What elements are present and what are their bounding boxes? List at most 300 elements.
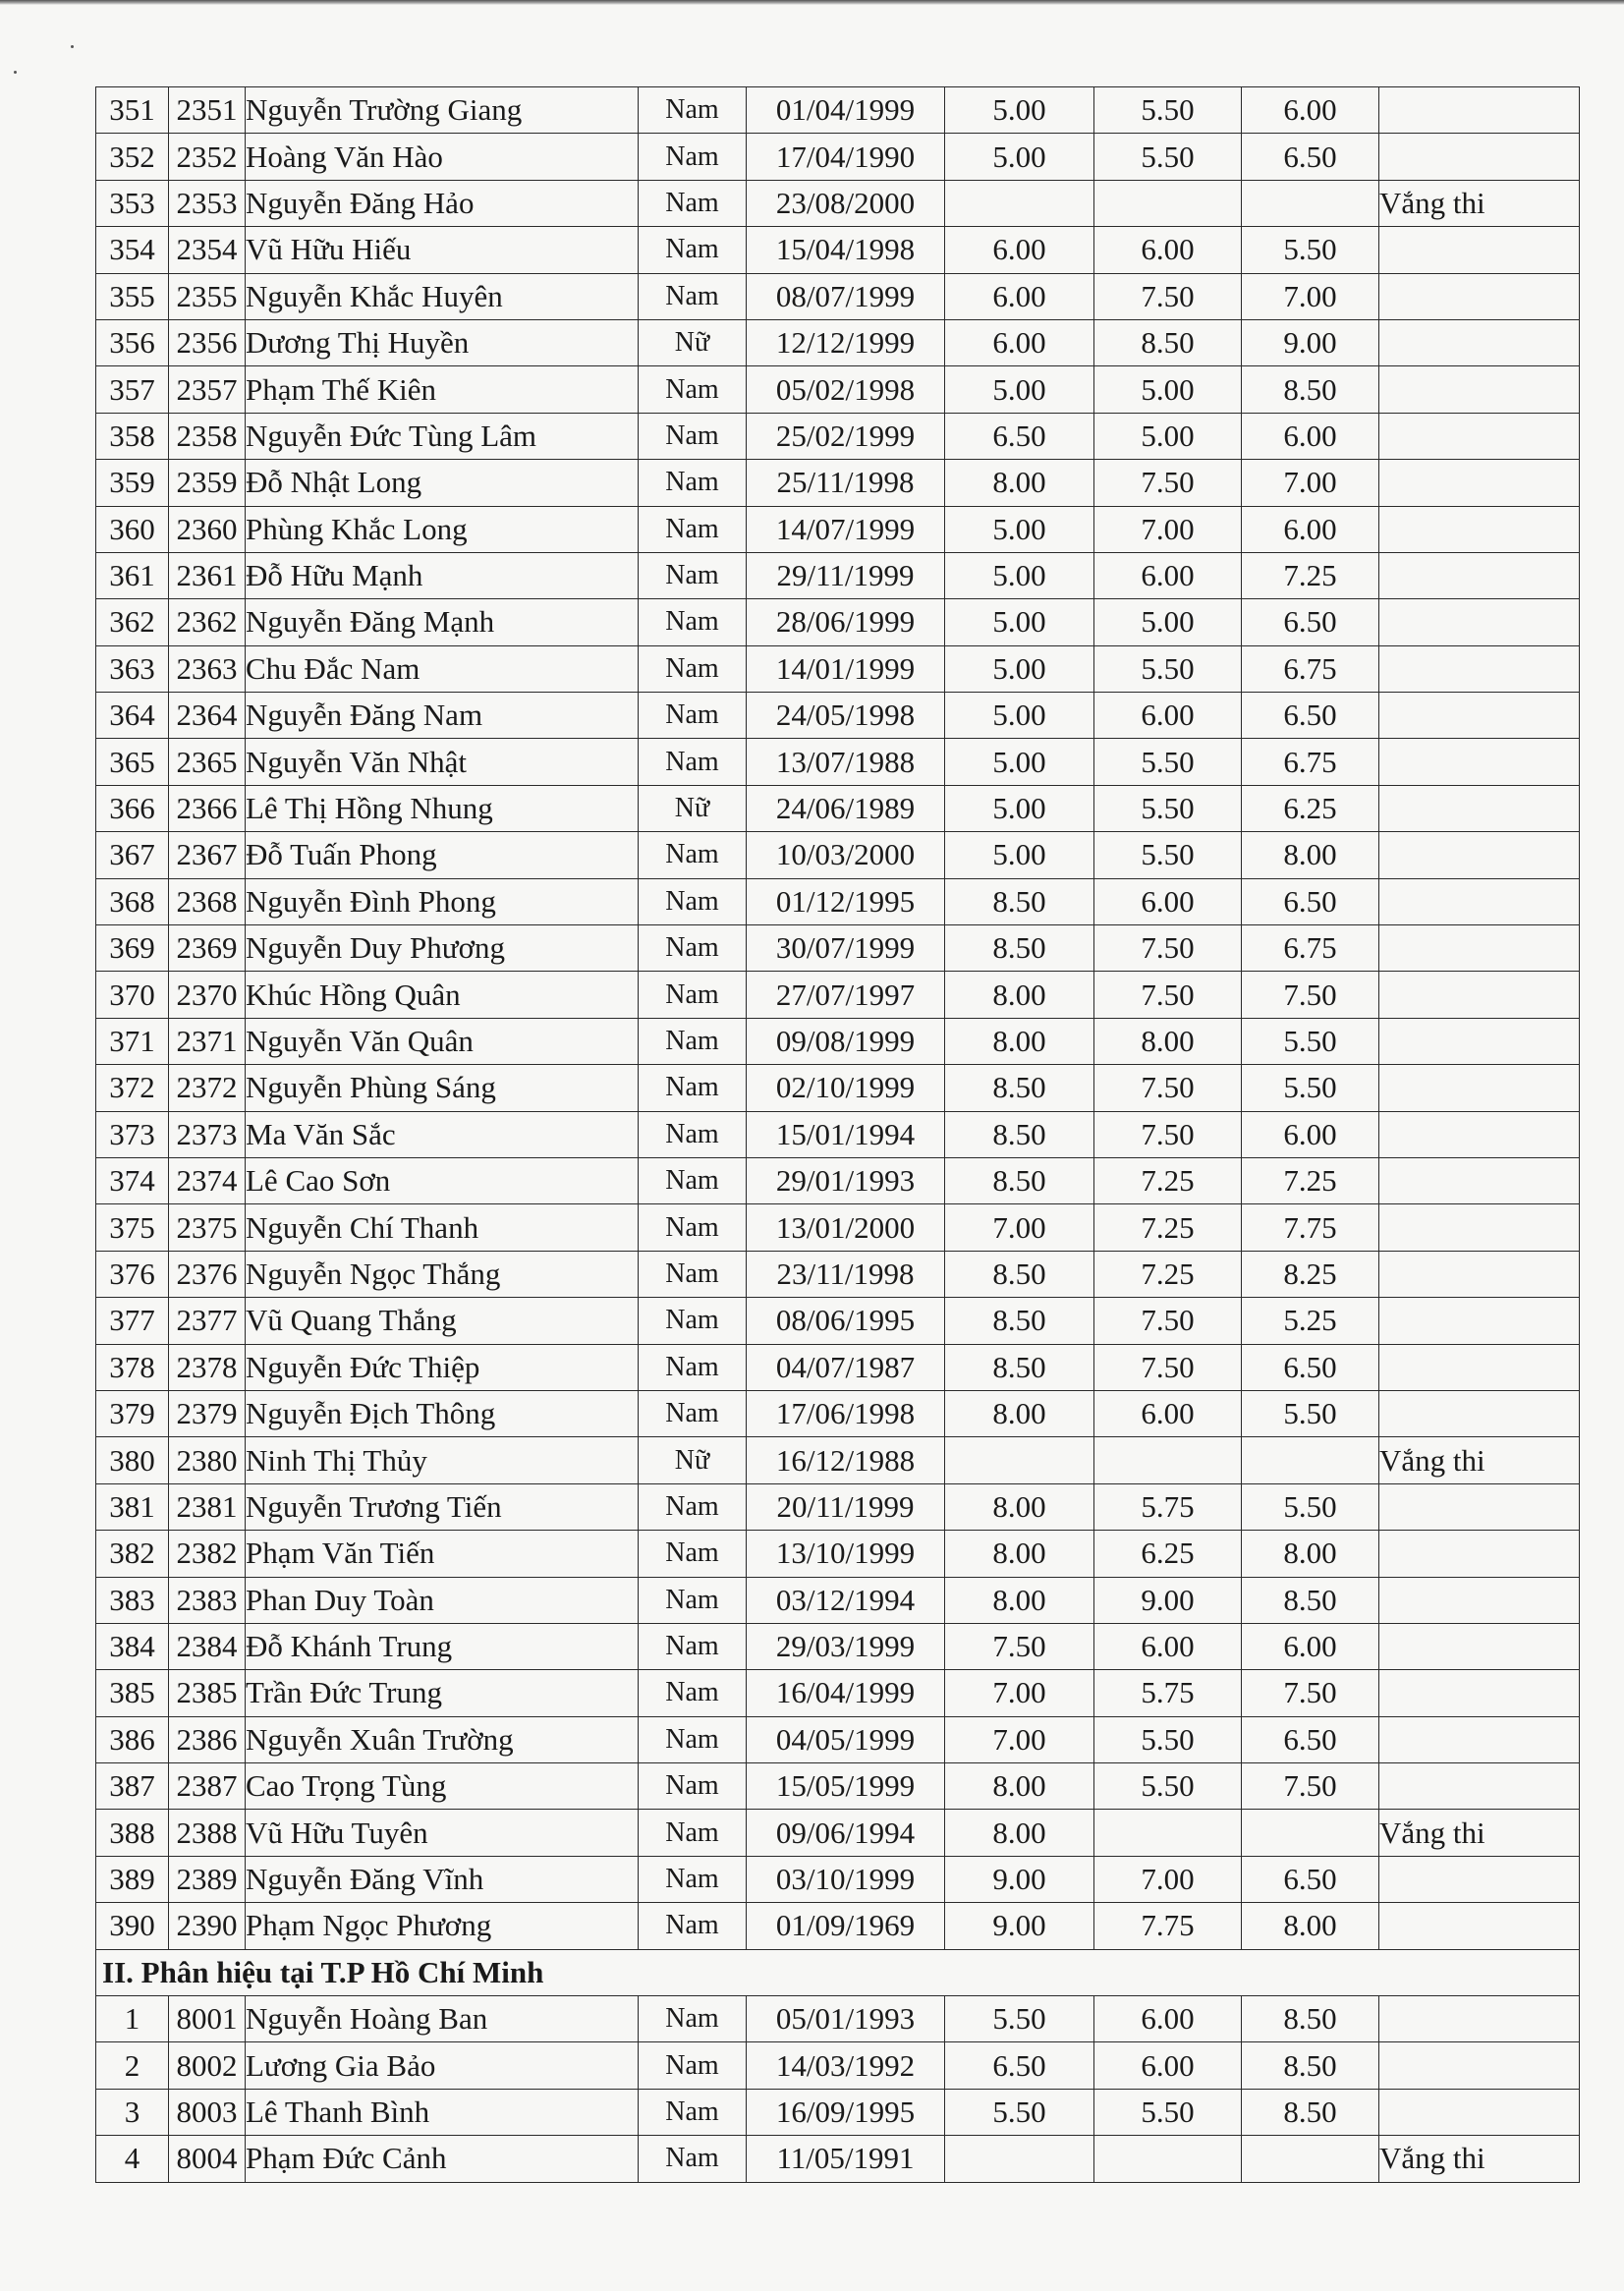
date-of-birth-cell: 16/04/1999 <box>747 1670 945 1716</box>
score-1-cell: 5.50 <box>945 2089 1094 2135</box>
row-number-cell: 384 <box>96 1623 169 1669</box>
score-2-cell: 6.00 <box>1094 1390 1242 1436</box>
section-heading-row <box>96 1949 1580 1995</box>
candidate-name-cell: Nguyễn Đăng Nam <box>246 693 639 739</box>
score-1-cell: 5.00 <box>945 645 1094 692</box>
table-row <box>96 1531 1580 1577</box>
table-row <box>96 925 1580 972</box>
score-2-cell: 5.50 <box>1094 785 1242 831</box>
date-of-birth-cell: 03/12/1994 <box>747 1577 945 1623</box>
date-of-birth-cell: 05/02/1998 <box>747 366 945 413</box>
row-number-cell: 1 <box>96 1996 169 2042</box>
score-1-cell: 5.00 <box>945 599 1094 645</box>
note-cell <box>1379 1531 1580 1577</box>
score-3-cell: 8.00 <box>1242 1903 1379 1949</box>
scan-speck <box>71 45 74 48</box>
note-cell <box>1379 319 1580 365</box>
score-3-cell: 6.75 <box>1242 645 1379 692</box>
score-2-cell: 6.00 <box>1094 878 1242 924</box>
score-1-cell: 5.00 <box>945 693 1094 739</box>
score-3-cell: 8.50 <box>1242 1577 1379 1623</box>
candidate-name-cell: Nguyễn Phùng Sáng <box>246 1065 639 1111</box>
note-cell <box>1379 645 1580 692</box>
score-1-cell: 5.50 <box>945 1996 1094 2042</box>
score-3-cell: 7.50 <box>1242 1670 1379 1716</box>
row-number-cell: 366 <box>96 785 169 831</box>
row-number-cell: 387 <box>96 1763 169 1810</box>
candidate-number-cell: 2367 <box>169 832 246 878</box>
date-of-birth-cell: 11/05/1991 <box>747 2136 945 2182</box>
gender-cell: Nam <box>639 1390 747 1436</box>
score-1-cell: 8.50 <box>945 878 1094 924</box>
table-body-part2 <box>96 1996 1580 2183</box>
note-cell <box>1379 2042 1580 2089</box>
score-1-cell: 6.00 <box>945 319 1094 365</box>
candidate-name-cell: Lê Cao Sơn <box>246 1157 639 1203</box>
note-cell <box>1379 1577 1580 1623</box>
row-number-cell: 358 <box>96 413 169 459</box>
gender-cell: Nam <box>639 1531 747 1577</box>
candidate-number-cell: 2370 <box>169 972 246 1018</box>
gender-cell: Nam <box>639 413 747 459</box>
score-2-cell: 5.50 <box>1094 2089 1242 2135</box>
note-cell <box>1379 1251 1580 1297</box>
candidate-name-cell: Nguyễn Khắc Huyên <box>246 273 639 319</box>
score-3-cell: 6.50 <box>1242 1716 1379 1762</box>
gender-cell: Nữ <box>639 785 747 831</box>
candidate-name-cell: Nguyễn Đăng Mạnh <box>246 599 639 645</box>
table-row <box>96 1483 1580 1530</box>
score-1-cell: 8.00 <box>945 1531 1094 1577</box>
gender-cell: Nam <box>639 1251 747 1297</box>
row-number-cell: 357 <box>96 366 169 413</box>
date-of-birth-cell: 17/06/1998 <box>747 1390 945 1436</box>
score-3-cell: 6.00 <box>1242 413 1379 459</box>
candidate-number-cell: 2385 <box>169 1670 246 1716</box>
table-row <box>96 1577 1580 1623</box>
note-cell <box>1379 1996 1580 2042</box>
date-of-birth-cell: 14/03/1992 <box>747 2042 945 2089</box>
row-number-cell: 353 <box>96 180 169 226</box>
table-row <box>96 599 1580 645</box>
row-number-cell: 379 <box>96 1390 169 1436</box>
date-of-birth-cell: 03/10/1999 <box>747 1856 945 1902</box>
score-3-cell: 7.00 <box>1242 460 1379 506</box>
row-number-cell: 382 <box>96 1531 169 1577</box>
note-cell <box>1379 460 1580 506</box>
score-3-cell: 7.75 <box>1242 1204 1379 1251</box>
score-3-cell: 8.00 <box>1242 1531 1379 1577</box>
score-2-cell: 6.00 <box>1094 693 1242 739</box>
note-cell <box>1379 134 1580 180</box>
score-3-cell: 6.50 <box>1242 693 1379 739</box>
table-row <box>96 319 1580 365</box>
table-row <box>96 134 1580 180</box>
candidate-name-cell: Lương Gia Bảo <box>246 2042 639 2089</box>
gender-cell: Nữ <box>639 1437 747 1483</box>
gender-cell: Nam <box>639 2136 747 2182</box>
score-2-cell <box>1094 180 1242 226</box>
candidate-number-cell: 2353 <box>169 180 246 226</box>
candidate-name-cell: Cao Trọng Tùng <box>246 1763 639 1810</box>
score-3-cell: 8.50 <box>1242 2089 1379 2135</box>
date-of-birth-cell: 04/07/1987 <box>747 1344 945 1390</box>
candidate-name-cell: Nguyễn Địch Thông <box>246 1390 639 1436</box>
score-1-cell: 7.00 <box>945 1204 1094 1251</box>
note-cell <box>1379 1018 1580 1064</box>
table-row <box>96 87 1580 134</box>
candidate-name-cell: Đỗ Khánh Trung <box>246 1623 639 1669</box>
score-3-cell: 8.50 <box>1242 366 1379 413</box>
score-2-cell: 7.25 <box>1094 1204 1242 1251</box>
candidate-number-cell: 2357 <box>169 366 246 413</box>
candidate-name-cell: Phạm Thế Kiên <box>246 366 639 413</box>
date-of-birth-cell: 10/03/2000 <box>747 832 945 878</box>
table-row <box>96 739 1580 785</box>
candidate-number-cell: 2379 <box>169 1390 246 1436</box>
row-number-cell: 367 <box>96 832 169 878</box>
score-3-cell: 6.00 <box>1242 1111 1379 1157</box>
table-row <box>96 1065 1580 1111</box>
candidate-name-cell: Phạm Ngọc Phương <box>246 1903 639 1949</box>
date-of-birth-cell: 25/11/1998 <box>747 460 945 506</box>
table-row <box>96 972 1580 1018</box>
score-1-cell <box>945 1437 1094 1483</box>
score-1-cell: 8.50 <box>945 1065 1094 1111</box>
score-1-cell: 5.00 <box>945 739 1094 785</box>
note-cell <box>1379 599 1580 645</box>
table-row <box>96 2089 1580 2135</box>
table-row <box>96 1298 1580 1344</box>
table-body-part1 <box>96 87 1580 1950</box>
gender-cell: Nam <box>639 1204 747 1251</box>
candidate-name-cell: Ninh Thị Thủy <box>246 1437 639 1483</box>
score-2-cell <box>1094 1810 1242 1856</box>
candidate-name-cell: Dương Thị Huyền <box>246 319 639 365</box>
score-2-cell: 6.25 <box>1094 1531 1242 1577</box>
candidate-name-cell: Nguyễn Đăng Vĩnh <box>246 1856 639 1902</box>
score-3-cell: 5.50 <box>1242 1483 1379 1530</box>
row-number-cell: 359 <box>96 460 169 506</box>
candidate-name-cell: Lê Thanh Bình <box>246 2089 639 2135</box>
candidate-number-cell: 2359 <box>169 460 246 506</box>
score-3-cell: 6.50 <box>1242 134 1379 180</box>
score-1-cell: 5.00 <box>945 87 1094 134</box>
score-2-cell: 6.00 <box>1094 552 1242 598</box>
candidate-name-cell: Phan Duy Toàn <box>246 1577 639 1623</box>
score-1-cell: 8.50 <box>945 925 1094 972</box>
score-2-cell: 5.00 <box>1094 366 1242 413</box>
gender-cell: Nam <box>639 134 747 180</box>
score-2-cell: 5.50 <box>1094 134 1242 180</box>
row-number-cell: 371 <box>96 1018 169 1064</box>
candidate-number-cell: 2352 <box>169 134 246 180</box>
row-number-cell: 370 <box>96 972 169 1018</box>
score-3-cell: 8.00 <box>1242 832 1379 878</box>
candidate-name-cell: Nguyễn Trương Tiến <box>246 1483 639 1530</box>
section-heading: II. Phân hiệu tại T.P Hồ Chí Minh <box>96 1949 1580 1995</box>
date-of-birth-cell: 01/09/1969 <box>747 1903 945 1949</box>
row-number-cell: 363 <box>96 645 169 692</box>
score-1-cell: 8.50 <box>945 1298 1094 1344</box>
gender-cell: Nam <box>639 1157 747 1203</box>
score-2-cell: 9.00 <box>1094 1577 1242 1623</box>
candidate-number-cell: 2355 <box>169 273 246 319</box>
note-cell <box>1379 1298 1580 1344</box>
note-cell <box>1379 693 1580 739</box>
table-row <box>96 878 1580 924</box>
row-number-cell: 369 <box>96 925 169 972</box>
score-3-cell <box>1242 1810 1379 1856</box>
candidate-name-cell: Vũ Quang Thắng <box>246 1298 639 1344</box>
score-1-cell: 8.50 <box>945 1344 1094 1390</box>
score-2-cell: 7.50 <box>1094 1298 1242 1344</box>
date-of-birth-cell: 23/11/1998 <box>747 1251 945 1297</box>
row-number-cell: 355 <box>96 273 169 319</box>
table-row <box>96 227 1580 273</box>
candidate-name-cell: Nguyễn Đăng Hảo <box>246 180 639 226</box>
row-number-cell: 351 <box>96 87 169 134</box>
note-cell: Vắng thi <box>1379 2136 1580 2182</box>
score-1-cell: 8.00 <box>945 1810 1094 1856</box>
note-cell <box>1379 2089 1580 2135</box>
candidate-number-cell: 2390 <box>169 1903 246 1949</box>
row-number-cell: 361 <box>96 552 169 598</box>
date-of-birth-cell: 27/07/1997 <box>747 972 945 1018</box>
row-number-cell: 378 <box>96 1344 169 1390</box>
candidate-name-cell: Vũ Hữu Tuyên <box>246 1810 639 1856</box>
table-row <box>96 1763 1580 1810</box>
date-of-birth-cell: 28/06/1999 <box>747 599 945 645</box>
candidate-number-cell: 2362 <box>169 599 246 645</box>
score-1-cell: 7.00 <box>945 1716 1094 1762</box>
date-of-birth-cell: 17/04/1990 <box>747 134 945 180</box>
candidate-number-cell: 8001 <box>169 1996 246 2042</box>
table-row <box>96 1437 1580 1483</box>
gender-cell: Nam <box>639 1623 747 1669</box>
candidate-number-cell: 2376 <box>169 1251 246 1297</box>
candidate-name-cell: Lê Thị Hồng Nhung <box>246 785 639 831</box>
candidate-number-cell: 2389 <box>169 1856 246 1902</box>
row-number-cell: 368 <box>96 878 169 924</box>
note-cell <box>1379 878 1580 924</box>
date-of-birth-cell: 09/08/1999 <box>747 1018 945 1064</box>
score-3-cell: 7.00 <box>1242 273 1379 319</box>
date-of-birth-cell: 16/12/1988 <box>747 1437 945 1483</box>
table-row <box>96 552 1580 598</box>
score-2-cell: 7.00 <box>1094 506 1242 552</box>
score-1-cell: 6.50 <box>945 2042 1094 2089</box>
score-3-cell: 7.50 <box>1242 1763 1379 1810</box>
gender-cell: Nam <box>639 878 747 924</box>
note-cell <box>1379 1903 1580 1949</box>
table-row <box>96 832 1580 878</box>
row-number-cell: 365 <box>96 739 169 785</box>
date-of-birth-cell: 29/03/1999 <box>747 1623 945 1669</box>
row-number-cell: 373 <box>96 1111 169 1157</box>
gender-cell: Nam <box>639 1344 747 1390</box>
gender-cell: Nam <box>639 599 747 645</box>
score-3-cell: 5.50 <box>1242 1065 1379 1111</box>
table-row <box>96 413 1580 459</box>
date-of-birth-cell: 05/01/1993 <box>747 1996 945 2042</box>
table-row <box>96 1856 1580 1902</box>
scan-speck <box>14 71 17 74</box>
gender-cell: Nam <box>639 273 747 319</box>
scan-top-edge <box>0 0 1624 5</box>
candidate-name-cell: Nguyễn Duy Phương <box>246 925 639 972</box>
section-block <box>96 1949 1580 1995</box>
note-cell <box>1379 1623 1580 1669</box>
score-1-cell: 8.00 <box>945 972 1094 1018</box>
candidate-name-cell: Nguyễn Đức Tùng Lâm <box>246 413 639 459</box>
table-row <box>96 1670 1580 1716</box>
candidate-number-cell: 2369 <box>169 925 246 972</box>
score-2-cell: 7.75 <box>1094 1903 1242 1949</box>
note-cell: Vắng thi <box>1379 1437 1580 1483</box>
candidate-name-cell: Chu Đắc Nam <box>246 645 639 692</box>
note-cell <box>1379 1344 1580 1390</box>
gender-cell: Nam <box>639 366 747 413</box>
date-of-birth-cell: 01/04/1999 <box>747 87 945 134</box>
date-of-birth-cell: 20/11/1999 <box>747 1483 945 1530</box>
candidate-name-cell: Trần Đức Trung <box>246 1670 639 1716</box>
candidate-number-cell: 2373 <box>169 1111 246 1157</box>
candidate-name-cell: Đỗ Hữu Mạnh <box>246 552 639 598</box>
date-of-birth-cell: 29/01/1993 <box>747 1157 945 1203</box>
gender-cell: Nam <box>639 1483 747 1530</box>
gender-cell: Nam <box>639 1763 747 1810</box>
score-2-cell: 5.50 <box>1094 1716 1242 1762</box>
date-of-birth-cell: 25/02/1999 <box>747 413 945 459</box>
date-of-birth-cell: 16/09/1995 <box>747 2089 945 2135</box>
row-number-cell: 2 <box>96 2042 169 2089</box>
score-2-cell: 6.00 <box>1094 2042 1242 2089</box>
candidate-name-cell: Phùng Khắc Long <box>246 506 639 552</box>
candidate-name-cell: Nguyễn Chí Thanh <box>246 1204 639 1251</box>
score-3-cell <box>1242 2136 1379 2182</box>
candidate-number-cell: 8004 <box>169 2136 246 2182</box>
date-of-birth-cell: 15/01/1994 <box>747 1111 945 1157</box>
note-cell <box>1379 1111 1580 1157</box>
note-cell <box>1379 366 1580 413</box>
gender-cell: Nam <box>639 925 747 972</box>
table-row <box>96 645 1580 692</box>
row-number-cell: 375 <box>96 1204 169 1251</box>
date-of-birth-cell: 14/01/1999 <box>747 645 945 692</box>
note-cell <box>1379 273 1580 319</box>
score-3-cell: 8.50 <box>1242 2042 1379 2089</box>
score-2-cell: 5.50 <box>1094 832 1242 878</box>
table-row <box>96 1157 1580 1203</box>
score-1-cell <box>945 2136 1094 2182</box>
note-cell <box>1379 1390 1580 1436</box>
score-1-cell: 6.50 <box>945 413 1094 459</box>
gender-cell: Nam <box>639 645 747 692</box>
score-2-cell: 7.50 <box>1094 273 1242 319</box>
score-3-cell: 8.50 <box>1242 1996 1379 2042</box>
table-row <box>96 366 1580 413</box>
score-3-cell: 5.50 <box>1242 227 1379 273</box>
gender-cell: Nam <box>639 693 747 739</box>
row-number-cell: 388 <box>96 1810 169 1856</box>
score-1-cell: 5.00 <box>945 785 1094 831</box>
score-1-cell: 7.00 <box>945 1670 1094 1716</box>
score-3-cell: 6.75 <box>1242 739 1379 785</box>
score-3-cell: 6.00 <box>1242 506 1379 552</box>
date-of-birth-cell: 08/06/1995 <box>747 1298 945 1344</box>
score-2-cell: 7.25 <box>1094 1251 1242 1297</box>
score-3-cell: 6.50 <box>1242 1344 1379 1390</box>
candidate-number-cell: 2380 <box>169 1437 246 1483</box>
gender-cell: Nam <box>639 1111 747 1157</box>
score-3-cell: 8.25 <box>1242 1251 1379 1297</box>
candidate-number-cell: 2356 <box>169 319 246 365</box>
candidate-number-cell: 2361 <box>169 552 246 598</box>
candidate-name-cell: Nguyễn Ngọc Thắng <box>246 1251 639 1297</box>
candidate-number-cell: 2383 <box>169 1577 246 1623</box>
gender-cell: Nam <box>639 552 747 598</box>
candidate-number-cell: 2351 <box>169 87 246 134</box>
note-cell <box>1379 1204 1580 1251</box>
score-3-cell: 6.50 <box>1242 1856 1379 1902</box>
note-cell: Vắng thi <box>1379 1810 1580 1856</box>
row-number-cell: 352 <box>96 134 169 180</box>
candidate-name-cell: Nguyễn Văn Quân <box>246 1018 639 1064</box>
note-cell <box>1379 1670 1580 1716</box>
table-row <box>96 693 1580 739</box>
candidate-number-cell: 2368 <box>169 878 246 924</box>
row-number-cell: 380 <box>96 1437 169 1483</box>
date-of-birth-cell: 13/07/1988 <box>747 739 945 785</box>
score-2-cell <box>1094 2136 1242 2182</box>
candidate-name-cell: Nguyễn Văn Nhật <box>246 739 639 785</box>
date-of-birth-cell: 02/10/1999 <box>747 1065 945 1111</box>
row-number-cell: 374 <box>96 1157 169 1203</box>
gender-cell: Nam <box>639 1670 747 1716</box>
note-cell <box>1379 413 1580 459</box>
score-2-cell: 5.00 <box>1094 599 1242 645</box>
row-number-cell: 389 <box>96 1856 169 1902</box>
candidate-name-cell: Phạm Đức Cảnh <box>246 2136 639 2182</box>
candidate-number-cell: 2360 <box>169 506 246 552</box>
row-number-cell: 372 <box>96 1065 169 1111</box>
row-number-cell: 364 <box>96 693 169 739</box>
score-1-cell: 8.00 <box>945 1763 1094 1810</box>
note-cell <box>1379 227 1580 273</box>
gender-cell: Nam <box>639 2042 747 2089</box>
candidate-number-cell: 2371 <box>169 1018 246 1064</box>
table-row <box>96 1018 1580 1064</box>
candidate-number-cell: 2378 <box>169 1344 246 1390</box>
gender-cell: Nam <box>639 1298 747 1344</box>
table-row <box>96 1623 1580 1669</box>
date-of-birth-cell: 09/06/1994 <box>747 1810 945 1856</box>
row-number-cell: 3 <box>96 2089 169 2135</box>
score-2-cell: 6.00 <box>1094 1623 1242 1669</box>
candidate-number-cell: 2365 <box>169 739 246 785</box>
score-2-cell: 8.50 <box>1094 319 1242 365</box>
table-row <box>96 2136 1580 2182</box>
row-number-cell: 376 <box>96 1251 169 1297</box>
table-row <box>96 2042 1580 2089</box>
gender-cell: Nam <box>639 972 747 1018</box>
table-row <box>96 1903 1580 1949</box>
table-row <box>96 1111 1580 1157</box>
score-3-cell: 6.75 <box>1242 925 1379 972</box>
candidate-number-cell: 2366 <box>169 785 246 831</box>
score-2-cell: 7.00 <box>1094 1856 1242 1902</box>
